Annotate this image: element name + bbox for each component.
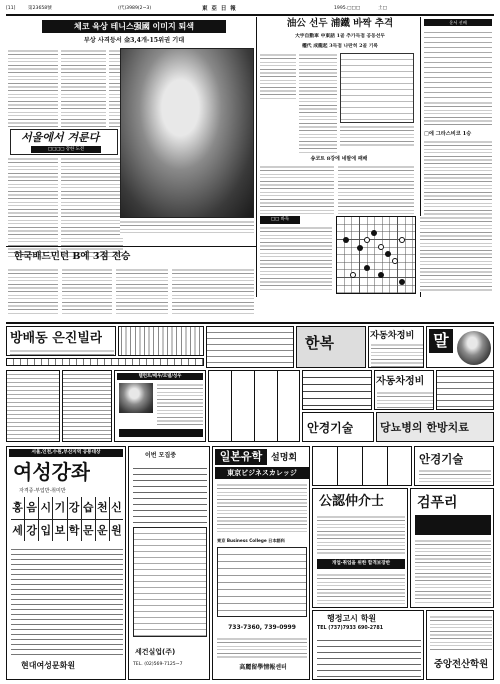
ad-yeoseong-sub: 자격증·부업반·취미반: [19, 488, 66, 494]
ad-japan-title: 일본유학: [215, 449, 267, 465]
article-soccer-body: [340, 125, 414, 147]
ad-gumpuri-text: [415, 539, 491, 605]
grid-char: 홍: [11, 497, 24, 519]
grid-char: 운: [96, 520, 109, 542]
ad-auto-repair[interactable]: [368, 326, 424, 368]
ad-diabetes-title: 당뇨병의 한방치료: [380, 421, 469, 434]
ad-talent-recruit[interactable]: [114, 370, 206, 442]
black-stone: [357, 245, 363, 251]
ad-yeoseong-top: 서울,인천,수원,부산지역 공통대상: [9, 449, 123, 457]
feature-box-title: 서울에서 겨룬다: [21, 131, 100, 144]
phone-number: (代)3989(2~3): [118, 6, 152, 11]
white-stone: [392, 258, 398, 264]
ad-talent-title: 텔런트/배우/모델/성우: [117, 373, 203, 380]
ad-japan-study[interactable]: [212, 446, 310, 680]
article-soccer-body: [299, 53, 337, 153]
go-board: [336, 216, 416, 294]
ad-gongin-title: 公認仲介士: [319, 494, 385, 509]
ad-grid-block[interactable]: [208, 370, 300, 442]
ad-auto-repair-2-text: [377, 391, 433, 409]
ad-auto-repair-text: [371, 343, 423, 367]
ad-yeoseong-footer: 현대여성문화원: [21, 661, 76, 670]
article-badminton-body: [172, 268, 254, 316]
article-volley-body: [338, 165, 414, 215]
ad-gumpuri[interactable]: [410, 488, 494, 608]
portrait-photo: [457, 331, 491, 365]
ad-gosi-title: 행정고시 학원: [327, 614, 377, 623]
ad-tokyo-school-en: 東京 Business College 日本語科: [217, 538, 285, 543]
grid-char: 강: [25, 520, 38, 542]
grid-char: 기: [53, 497, 66, 519]
ad-bangbae[interactable]: [6, 326, 116, 356]
column-rule: [256, 17, 257, 297]
article-badminton-body: [8, 268, 58, 316]
ad-sewon-name: 세건실업(주): [135, 648, 176, 656]
grid-char: 음: [25, 497, 38, 519]
ad-yeoseong[interactable]: [6, 446, 126, 680]
article-badminton: [6, 246, 256, 318]
ad-newsfield-table: [133, 527, 207, 637]
ad-tokyo-phone: 733-7360, 739-0999: [228, 624, 296, 631]
ad-hanbok-title: 한복: [305, 334, 334, 352]
ad-small[interactable]: [118, 326, 204, 356]
grid-char: 시: [39, 497, 52, 519]
ad-diabetes[interactable]: [376, 412, 494, 442]
baduk-label: □□ 바둑: [260, 216, 300, 224]
ad-bangbae-title: 방배동 은진빌라: [10, 331, 103, 346]
photo-caption: [120, 220, 254, 236]
grid-char: 원: [110, 520, 123, 542]
ad-anjeon-2-title: 안경기술: [419, 452, 464, 466]
article-czech-subhead: 부상 사격등서 金3,4개-15위권 기대: [83, 37, 185, 44]
results-table: [424, 28, 492, 98]
ad-misc-grid[interactable]: [312, 446, 412, 486]
baduk-text: [260, 226, 332, 292]
ad-auto-repair-2-title: 자동차정비: [376, 376, 425, 387]
grid-char: 문: [82, 520, 95, 542]
ad-newsfield-title: 이번 모집중: [145, 452, 177, 459]
black-stone: [385, 251, 391, 257]
article-volley-subhead: 송코트 8강에 네팔에 패배: [310, 156, 368, 162]
grid-char: 습: [82, 497, 95, 519]
ad-central-title: 중앙전산학원: [433, 659, 489, 670]
results-title: 운서 선배: [424, 19, 492, 26]
ad-classifieds-2[interactable]: [62, 370, 112, 442]
black-stone: [371, 230, 377, 236]
black-stone: [399, 279, 405, 285]
ad-yeoseong-title: 여성강좌: [13, 460, 91, 484]
ad-auto-repair-2[interactable]: [374, 370, 434, 410]
side-article-headline: □에 그라스비코 1승: [424, 131, 472, 137]
issue-date: 1995.□□□: [334, 6, 361, 11]
ad-anjeon[interactable]: [302, 412, 374, 442]
article-badminton-headline: 한국배드민턴 B에 3점 전승: [14, 251, 131, 262]
ad-central-academy[interactable]: [426, 610, 494, 680]
ad-gosi-phone: TEL (737)7933 690-2781: [317, 626, 384, 631]
results-body: [424, 101, 492, 127]
ad-yeoseong-grid: [11, 497, 123, 541]
white-stone: [350, 272, 356, 278]
ad-japan-text-2: [217, 637, 307, 659]
ad-gumpuri-band: [415, 515, 491, 535]
ad-hanbok[interactable]: [296, 326, 366, 368]
article-czech-body: [61, 157, 123, 257]
ad-realestate[interactable]: [206, 326, 294, 368]
ad-japan-table: [217, 547, 307, 617]
section-rule: [6, 246, 256, 247]
ad-anjeon-2[interactable]: [414, 446, 494, 486]
article-volley-body: [260, 165, 334, 215]
ad-anjeon-title: 안경기술: [307, 421, 354, 435]
grid-char: 강: [68, 497, 81, 519]
article-soccer-headline: 油公 선두 浦鐵 바짝 추격: [286, 18, 394, 29]
black-stone: [343, 237, 349, 243]
ad-teletext[interactable]: [302, 370, 372, 410]
ad-gongin-text-2: [317, 573, 405, 605]
issue-number: 第23658號: [28, 6, 52, 11]
ad-gongin-sub: 개업·취업을 위한 합격보장반: [317, 559, 405, 569]
league-table: [340, 53, 414, 123]
figure-skater-photo: [120, 48, 254, 218]
weekday: 土□: [378, 6, 387, 11]
ad-bangbae-text: [10, 349, 114, 355]
ad-classifieds-left[interactable]: [6, 370, 60, 442]
paper-name: 東 亞 日 報: [202, 6, 237, 12]
page-number: [11]: [6, 6, 16, 11]
grid-char: 학: [68, 520, 81, 542]
grid-char: 보: [53, 520, 66, 542]
ad-sewon-phone: TEL. (02)569-7125~7: [133, 662, 183, 667]
ad-yeoseong-courses: [11, 545, 123, 655]
masthead: [6, 5, 494, 13]
black-stone: [378, 272, 384, 278]
header-rule: [6, 14, 494, 16]
black-stone: [364, 265, 370, 271]
baduk-section: [258, 216, 494, 294]
ad-newsfield[interactable]: [128, 446, 210, 680]
ad-central-text: [430, 615, 492, 651]
grid-char: 입: [39, 520, 52, 542]
ad-japan-text: [217, 483, 307, 533]
baduk-commentary: [420, 216, 492, 292]
grid-char: 세: [11, 520, 24, 542]
grid-char: 신: [110, 497, 123, 519]
ad-tokyo-footer: 高麗留學情報센터: [239, 664, 287, 671]
ad-gosi-text: [317, 635, 421, 677]
article-czech-body: [61, 49, 106, 127]
article-czech-body: [8, 157, 58, 257]
ad-mal[interactable]: [426, 326, 494, 368]
ad-japan-sub: 설명회: [271, 453, 298, 463]
ad-gosi[interactable]: [312, 610, 424, 680]
article-soccer-subhead: 大宇自動車 中東話 1골 추가득점 공동선두: [294, 33, 386, 39]
article-soccer-subhead2: 權代 成龍起 3득점 나란히 2골 기록: [301, 43, 379, 49]
ad-talent-text: [157, 383, 203, 427]
feature-box: [10, 129, 118, 155]
ad-tokyo-school: 東京ビジネスカレッジ: [215, 467, 309, 479]
article-soccer-body: [260, 53, 296, 101]
ads-rule: [6, 322, 494, 324]
article-badminton-body: [116, 268, 168, 316]
article-czech-headline: 체코 육상 테니스强國 이미지 퇴색: [42, 20, 226, 33]
ad-gumpuri-title: 검푸리: [417, 495, 458, 511]
white-stone: [399, 237, 405, 243]
ad-gongin-text: [317, 515, 405, 555]
white-stone: [364, 237, 370, 243]
side-article-body: [424, 140, 492, 220]
ad-newsfield-text: [133, 463, 207, 523]
ad-lines[interactable]: [6, 358, 204, 366]
ad-steel[interactable]: [436, 370, 494, 410]
feature-box-subtitle: □□□□ 강한 도전: [31, 146, 101, 153]
ad-auto-repair-title: 자동차정비: [370, 330, 415, 341]
ad-talent-phone-bar: [119, 429, 203, 437]
grid-char: 천: [96, 497, 109, 519]
article-badminton-body: [62, 268, 112, 316]
ad-anjeon-2-text: [419, 469, 491, 485]
article-czech-body: [8, 49, 58, 127]
ad-talent-photo: [119, 383, 153, 413]
ad-mal-title: 말: [429, 329, 453, 353]
ad-gongin[interactable]: [312, 488, 408, 608]
white-stone: [378, 244, 384, 250]
